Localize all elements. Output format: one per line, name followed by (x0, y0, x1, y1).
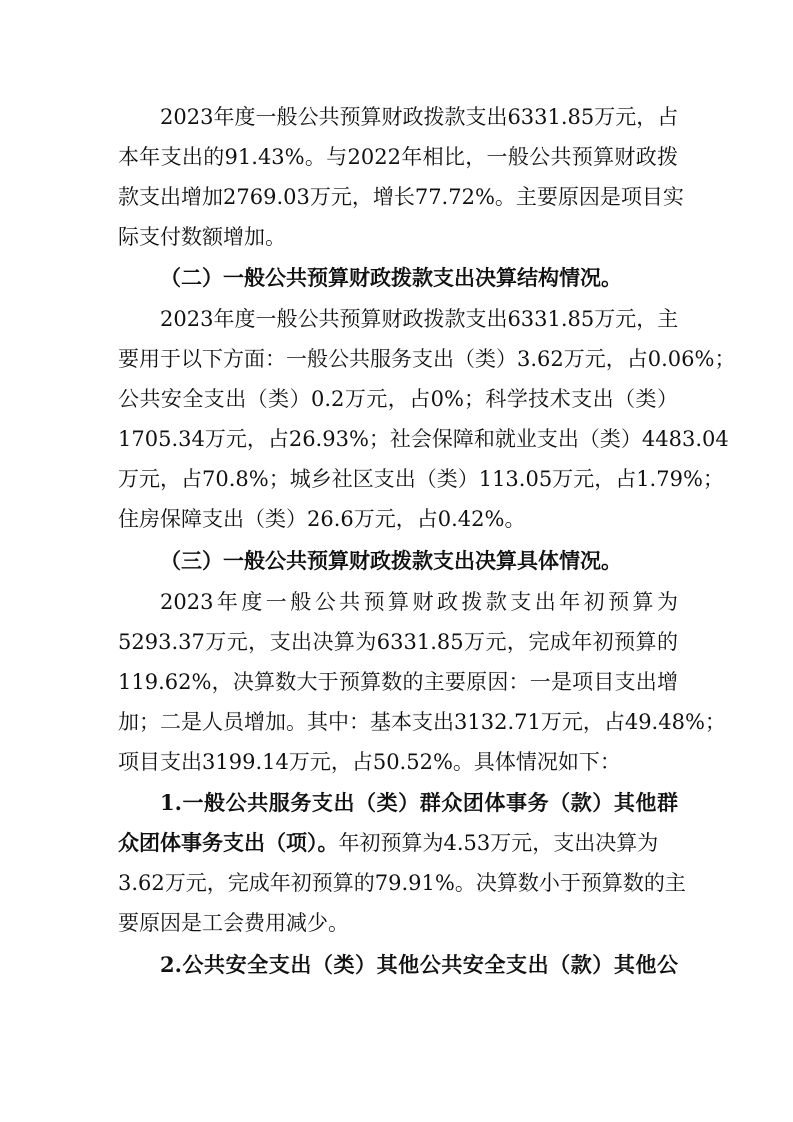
paragraph-line: 万元，占70.8%；城乡社区支出（类）113.05万元，占1.79%； (118, 467, 724, 491)
section-heading: （二）一般公共预算财政拨款支出决算结构情况。 (160, 265, 622, 290)
item-text: 年初预算为4.53万元，支出决算为 (338, 831, 659, 855)
paragraph-line: 2023年度一般公共预算财政拨款支出年初预算为 (160, 590, 678, 614)
item-heading-end: 众团体事务支出（项）。 (118, 830, 339, 855)
item-heading: 2.公共安全支出（类）其他公共安全支出（款）其他公 (160, 952, 678, 977)
paragraph-line: 住房保障支出（类）26.6万元，占0.42%。 (118, 507, 526, 531)
paragraph-line: 2023年度一般公共预算财政拨款支出6331.85万元，主 (160, 307, 679, 331)
paragraph-line: 3.62万元，完成年初预算的79.91%。决算数小于预算数的主 (118, 871, 686, 895)
paragraph-line: 际支付数额增加。 (118, 225, 286, 249)
paragraph-line: 119.62%，决算数大于预算数的主要原因：一是项目支出增 (118, 670, 678, 694)
paragraph-line: 2023年度一般公共预算财政拨款支出6331.85万元，占 (160, 105, 679, 129)
paragraph-line (118, 829, 678, 857)
item-heading: 1.一般公共服务支出（类）群众团体事务（款）其他群 (160, 790, 678, 815)
paragraph-line: 要用于以下方面：一般公共服务支出（类）3.62万元，占0.06%； (118, 347, 736, 371)
paragraph-line: 1705.34万元，占26.93%；社会保障和就业支出（类）4483.04 (118, 427, 729, 451)
paragraph-line: 要原因是工会费用减少。 (118, 911, 349, 935)
paragraph-line: 本年支出的91.43%。与2022年相比，一般公共预算财政拨 (118, 145, 678, 169)
paragraph-line: 公共安全支出（类）0.2万元，占0%；科学技术支出（类） (118, 387, 678, 411)
paragraph-line: 5293.37万元，支出决算为6331.85万元，完成年初预算的 (118, 630, 678, 654)
paragraph-line: 加；二是人员增加。其中：基本支出3132.71万元，占49.48%； (118, 710, 726, 734)
paragraph-line: 款支出增加2769.03万元，增长77.72%。主要原因是项目实 (118, 185, 684, 209)
paragraph-line: 项目支出3199.14万元，占50.52%。具体情况如下： (118, 750, 621, 774)
section-heading: （三）一般公共预算财政拨款支出决算具体情况。 (160, 548, 622, 573)
